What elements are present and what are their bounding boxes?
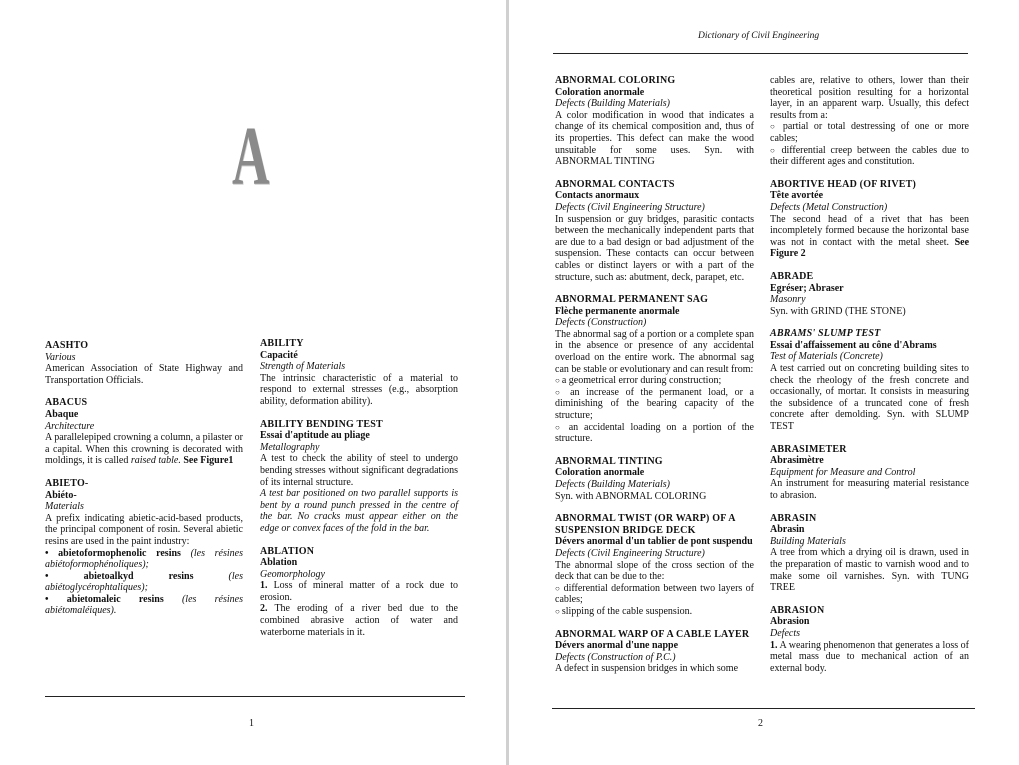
french-term: Abaque xyxy=(45,408,79,420)
domain: Defects (Civil Engineering Structure) xyxy=(555,201,705,213)
headword: AASHTO xyxy=(45,340,89,351)
french-term: Coloration anormale xyxy=(555,86,645,98)
domain: Building Materials xyxy=(770,535,846,547)
headword: ABORTIVE HEAD (OF RIVET) xyxy=(770,178,917,190)
page2-column-2 xyxy=(770,75,969,685)
definition: Syn. with GRIND (THE STONE) xyxy=(770,305,906,317)
french-term: Dévers anormal d'un tablier de pont suspendu xyxy=(555,536,753,548)
definition: cables are, relative to others, lower than their theoretical position resulting for a horizontal layer, in an apparent warp. Usually, this defect results from a: xyxy=(770,75,969,121)
domain: Defects (Construction of P.C.) xyxy=(555,651,676,663)
domain: Defects xyxy=(770,627,800,639)
definition xyxy=(45,432,243,467)
definition xyxy=(770,214,969,260)
list-item: ○ partial or total destressing of one or more cables; xyxy=(770,121,969,144)
page-1 xyxy=(0,0,506,765)
headword: ABNORMAL TWIST (OR WARP) OF A SUSPENSION BRIDGE DECK xyxy=(555,513,736,536)
page-number: 1 xyxy=(249,718,254,729)
sense-text: Loss of mineral matter of a rock due to erosion. xyxy=(260,580,459,603)
definition: In suspension or guy bridges, parasitic contacts between the mechanically independent parts that are due to a bad design or bad adjustment of the suspension. These contacts can occur between cables or distinct layers or with a part of the structure, such as: abutment, deck, parapet, etc. xyxy=(555,213,754,283)
domain: Geomorphology xyxy=(260,568,325,580)
bullet-list xyxy=(45,548,243,618)
french-term: Ablation xyxy=(260,557,298,569)
list-item xyxy=(45,571,243,594)
french-term: Essai d'affaissement au cône d'Abrams xyxy=(770,339,937,351)
domain: Test of Materials (Concrete) xyxy=(770,351,883,363)
entry-ablation xyxy=(260,546,458,639)
french-term: Dévers anormal d'une nappe xyxy=(555,640,679,652)
entry-ability xyxy=(260,338,458,408)
entry-abnormal-permanent-sag xyxy=(555,294,754,445)
french-term: Contacts anormaux xyxy=(555,190,640,202)
domain: Architecture xyxy=(45,420,95,432)
definition: A test carried out on concreting building sites to check the rheology of the fresh concrete and occasionally, of mortar. It consists in measuring the subsidence of a truncated cone of fresh concrete after demolding. Syn. with SLUMP TEST xyxy=(770,363,969,433)
definition: A defect in suspension bridges in which some xyxy=(555,663,739,675)
definition: American Association of State Highway and Transportation Officials. xyxy=(45,363,243,386)
domain: Metallography xyxy=(260,441,320,453)
list-item: ○ differential deformation between two layers of cables; xyxy=(555,583,754,606)
definition: A tree from which a drying oil is drawn, used in the preparation of mastic to varnish wood and to make some oil varnishes. Syn. with TUNG TREE xyxy=(770,547,969,594)
definition-text: The second head of a rivet that has been incompletely formed because the horizontal base was not in contact with the metal sheet. xyxy=(770,213,969,248)
headword: ABNORMAL CONTACTS xyxy=(555,178,675,190)
headword: ABRASIN xyxy=(770,512,817,524)
bullet-term: abietoformophenolic resins xyxy=(58,547,181,559)
sense-number: 2. xyxy=(260,603,268,615)
french-term: Abrasimètre xyxy=(770,455,824,467)
bullet-list xyxy=(770,121,969,167)
bullet-note: (les résines abiétoformophénoliques); xyxy=(45,547,243,571)
definition: The abnormal slope of the cross section of the deck that can be due to the: xyxy=(555,559,754,583)
figure-ref-link[interactable]: See Figure 2 xyxy=(770,236,970,260)
french-term: Flèche permanente anormale xyxy=(555,305,680,317)
list-item: ○ a geometrical error during construction; xyxy=(555,375,754,387)
entry-abnormal-warp xyxy=(555,629,754,675)
definition: A color modification in wood that indicates a change of its chemical composition and, thus of its properties. This defect can make the wood unsuitable for some uses. Syn. with ABNORMAL TINTING xyxy=(555,109,754,168)
headword: ABNORMAL TINTING xyxy=(555,455,663,467)
bullet-term: abietoalkyd resins xyxy=(83,570,194,582)
domain: Defects (Building Materials) xyxy=(555,479,670,490)
headword: ABRASION xyxy=(770,604,825,616)
entry-abacus xyxy=(45,397,243,467)
headword: ABNORMAL WARP OF A CABLE LAYER xyxy=(555,628,750,640)
entry-abnormal-contacts xyxy=(555,179,754,283)
headword: ABRAMS' SLUMP TEST xyxy=(770,328,881,340)
entry-ability-bending-test xyxy=(260,419,458,535)
domain: Masonry xyxy=(770,294,806,306)
entry-abnormal-twist xyxy=(555,513,754,617)
sense-text: The eroding of a river bed due to the combined abrasive action of water and waterborne materials in it. xyxy=(260,603,458,638)
bullet-list xyxy=(555,375,754,445)
sense-text: A wearing phenomenon that generates a loss of metal mass due to mechanical action of an external body. xyxy=(770,639,969,674)
headword: ABRASIMETER xyxy=(770,443,847,455)
definition: The abnormal sag of a portion or a complete span in the absence or presence of any accidental overload on the entire work. The abnormal sag can be stable or evolutionary and can result from: xyxy=(555,328,754,375)
figure-ref-link[interactable]: See Figure1 xyxy=(183,455,234,467)
entry-abrasion xyxy=(770,605,969,675)
french-term: Abiéto- xyxy=(45,489,77,501)
entry-abrasimeter xyxy=(770,444,969,502)
bullet-note: (les résines abiétomaléiques). xyxy=(45,593,243,617)
headword: ABIETO- xyxy=(45,477,89,489)
french-term: Coloration anormale xyxy=(555,467,645,479)
headword: ABILITY xyxy=(260,338,304,349)
page-2 xyxy=(509,0,1019,765)
entry-abrams-slump-test xyxy=(770,328,969,432)
list-item: ○ an increase of the permanent load, or a diminishing of the bearing capacity of the structure; xyxy=(555,387,754,422)
definition: A test to check the ability of steel to undergo bending stresses without significant degradations of its internal structure. xyxy=(260,453,458,488)
domain: Equipment for Measure and Control xyxy=(770,466,916,478)
headword: ABNORMAL COLORING xyxy=(555,75,676,86)
entry-abieto xyxy=(45,478,243,617)
list-item xyxy=(45,594,243,617)
running-head: Dictionary of Civil Engineering xyxy=(698,31,820,41)
domain: Materials xyxy=(45,501,84,513)
entry-abnormal-coloring xyxy=(555,75,754,168)
entry-continuation xyxy=(770,75,969,168)
sense-number: 1. xyxy=(770,639,778,651)
french-term: Tête avortée xyxy=(770,190,824,202)
bullet-list xyxy=(555,583,754,618)
numbered-sense xyxy=(260,603,458,638)
french-term: Egréser; Abraser xyxy=(770,282,844,294)
definition: Syn. with ABNORMAL COLORING xyxy=(555,490,707,502)
french-term: Abrasin xyxy=(770,524,805,536)
list-item: ○ slipping of the cable suspension. xyxy=(555,606,754,618)
numbered-sense xyxy=(770,640,969,675)
definition-italic: raised table. xyxy=(130,455,181,467)
domain: Strength of Materials xyxy=(260,361,346,373)
entry-abnormal-tinting xyxy=(555,456,754,502)
bullet-note: (les abiétoglycérophtaliques); xyxy=(45,570,243,594)
entry-abrade xyxy=(770,271,969,317)
french-term: Abrasion xyxy=(770,616,810,628)
sense-number: 1. xyxy=(260,580,268,592)
definition-note: A test bar positioned on two parallel supports is bent by a round punch pressed in the centre of the bar. No cracks must appear either on the edge or convex faces of the fold in the bar. xyxy=(260,488,458,534)
list-item: ○ differential creep between the cables due to their different ages and constitution. xyxy=(770,145,969,168)
headword: ABACUS xyxy=(45,397,88,409)
entry-abortive-head xyxy=(770,179,969,260)
list-item xyxy=(45,548,243,571)
french-term: Capacité xyxy=(260,349,298,361)
page1-column-2 xyxy=(260,338,458,649)
definition: The intrinsic characteristic of a material to respond to external stresses (e.g., absorption ability, deformation ability). xyxy=(260,372,458,407)
entry-abrasin xyxy=(770,513,969,594)
headword: ABILITY BENDING TEST xyxy=(260,418,383,430)
page-number: 2 xyxy=(758,718,763,729)
headword: ABLATION xyxy=(260,545,315,557)
domain: Various xyxy=(45,351,76,363)
french-term: Essai d'aptitude au pliage xyxy=(260,430,370,442)
definition-text: A parallelepiped crowning a column, a pilaster or a capital. When this crowning is decorated with moldings, it is called xyxy=(45,432,243,467)
header-rule xyxy=(553,53,968,54)
domain: Defects (Construction) xyxy=(555,317,647,329)
numbered-sense xyxy=(260,580,458,603)
domain: Defects (Building Materials) xyxy=(555,98,670,110)
definition: A prefix indicating abietic-acid-based products, the principal component of rosin. Several abietic resins are used in the paint industry: xyxy=(45,512,243,547)
headword: ABNORMAL PERMANENT SAG xyxy=(555,294,709,306)
domain: Defects (Metal Construction) xyxy=(770,201,888,213)
headword: ABRADE xyxy=(770,270,814,282)
bullet-term: abietomaleic resins xyxy=(66,593,164,605)
page2-column-1 xyxy=(555,75,754,686)
definition: An instrument for measuring material resistance to abrasion. xyxy=(770,478,969,501)
footer-rule xyxy=(45,696,465,697)
page1-column-1 xyxy=(45,340,243,628)
entry-aashto xyxy=(45,340,243,386)
list-item: ○ an accidental loading on a portion of the structure. xyxy=(555,422,754,445)
footer-rule xyxy=(552,708,975,709)
domain: Defects (Civil Engineering Structure) xyxy=(555,547,705,559)
section-letter: A xyxy=(232,110,270,203)
